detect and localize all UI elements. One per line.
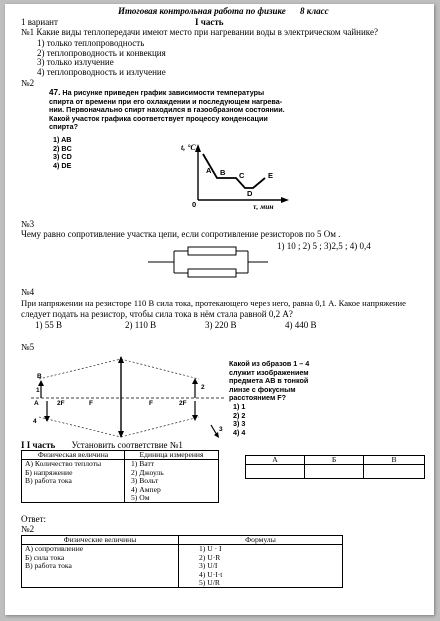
table1-right-cell: [125, 460, 219, 503]
matching-table-1: [21, 450, 219, 503]
focus-mark: F: [149, 400, 153, 407]
table2-header: Формулы: [179, 536, 343, 545]
object-top-label: B: [37, 373, 42, 380]
q2-option: 1) AB: [53, 135, 72, 144]
matching-table-2: [21, 535, 343, 588]
variant-label: 1 вариант: [21, 17, 58, 27]
graph-point-label: A: [206, 166, 212, 175]
graph-origin: 0: [192, 200, 197, 209]
q5-option: 1) 1: [233, 401, 246, 411]
q2-number: №2: [21, 78, 35, 88]
resistor-top: [188, 247, 236, 255]
q2-option: 4) DE: [53, 160, 72, 170]
q5-option: 2) 2: [233, 410, 246, 420]
part2-heading: I I часть: [21, 440, 56, 450]
table1-left-item: Б) напряжение: [25, 467, 73, 477]
q4-option: 2) 110 В: [125, 320, 157, 330]
table1-header: Единица измерения: [125, 451, 219, 460]
graph-point-label: D: [247, 189, 253, 198]
q1-option: 4) теплопроводность и излучение: [37, 66, 166, 77]
test-title: Итоговая контрольная работа по физике: [118, 6, 286, 16]
table1-left-item: А) Количество теплоты: [25, 459, 102, 469]
q3-question: Чему равно сопротивление участка цепи, если сопротивление резисторов по 5 Ом .: [21, 229, 341, 239]
object-bottom-label: A: [34, 400, 39, 407]
temperature-graph: [173, 140, 293, 210]
table1-left-item: В) работа тока: [25, 476, 72, 486]
table2-left-item: Б) сила тока: [25, 552, 65, 562]
image-label: 2: [201, 384, 205, 391]
graph-point-label: C: [239, 171, 245, 180]
answer-header: А: [246, 456, 305, 465]
answer-table: [245, 455, 425, 479]
q2-text-line: Какой участок графика соответствует процессу конденсации: [49, 113, 268, 123]
answer-cell[interactable]: [246, 465, 305, 479]
table2-right-item: 3) U/I: [199, 561, 218, 571]
q4-option: 3) 220 В: [205, 320, 237, 330]
q5-problem-text: [229, 360, 341, 437]
part2-heading-row: [21, 440, 183, 450]
answer-header: В: [364, 456, 425, 465]
q1-option: 2) теплопроводность и конвекция: [37, 47, 166, 58]
q1-option: 3) только излучение: [37, 57, 114, 68]
table1-right-item: 2) Джоуль: [131, 467, 164, 477]
graph-x-label: τ, мин: [253, 202, 274, 210]
q4-question-line: следует подать на резистор, чтобы сила тока в нём стала равной 0,2 А?: [21, 309, 293, 319]
q5-text-line: служит изображением: [229, 367, 309, 377]
q5-text-line: Какой из образов 1 – 4: [229, 359, 310, 368]
q1-option: 1) только теплопроводность: [37, 38, 145, 48]
q1-question: Какие виды теплопередачи имеют место при нагревании воды в электрическом чайнике?: [36, 27, 378, 37]
q2-option: 2) BC: [53, 143, 72, 153]
q1-options: [37, 38, 166, 76]
q1-number: №1: [21, 27, 35, 37]
answer-label: Ответ:: [21, 514, 47, 524]
table2-left-cell: [22, 545, 179, 588]
q2-text-line: нии. Первоначально спирт находился в газообразном состоянии.: [49, 105, 285, 115]
focus-mark: F: [89, 400, 93, 407]
q2-problem-text: [49, 89, 311, 132]
test-page: [5, 4, 434, 615]
q2-text-line: спирта от времени при его охлаждении и последующем нагрева-: [49, 96, 283, 106]
q2-problem-number: 47.: [49, 88, 61, 97]
table1-right-item: 3) Вольт: [131, 476, 159, 486]
q2-text-line: На рисунке приведен график зависимости температуры: [62, 88, 265, 97]
resistor-bottom: [188, 269, 236, 277]
table1-right-item: 4) Ампер: [131, 484, 161, 494]
table1-left-cell: [22, 460, 125, 503]
q4-question-line: При напряжении на резисторе 110 В сила тока, протекающего через него, равна 0,1 А. Какое напряжение: [21, 298, 406, 308]
q5-text-line: расстоянием F?: [229, 393, 287, 403]
part2-task: Установить соответствие №1: [71, 440, 183, 450]
q1-text: [21, 27, 378, 37]
q4-number: №4: [21, 287, 35, 297]
graph-point-label: B: [220, 168, 226, 177]
q5-option: 4) 4: [233, 427, 246, 437]
table2-right-item: 5) U/R: [199, 578, 220, 588]
graph-y-label: t, °C: [181, 143, 196, 152]
focus-mark: 2F: [179, 400, 187, 407]
focus-mark: 2F: [57, 400, 65, 407]
table2-right-cell: [179, 545, 343, 588]
q2-text-line: спирта?: [49, 122, 78, 132]
answer-cell[interactable]: [305, 465, 364, 479]
lens-diagram: [29, 355, 225, 439]
image-label: 1: [36, 387, 40, 394]
image-label: 3: [219, 426, 223, 433]
table2-left-item: В) работа тока: [25, 561, 72, 571]
table2-right-item: 2) U·R: [199, 552, 221, 562]
table1-right-item: 1) Ватт: [131, 459, 155, 469]
q5-option: 3) 3: [233, 419, 246, 429]
graph-curve: [203, 154, 265, 188]
graph-point-label: E: [268, 171, 274, 180]
q4-option: 4) 440 В: [285, 320, 317, 330]
q3-answers: 1) 10 ; 2) 5 ; 3)2,5 ; 4) 0,4: [277, 241, 371, 251]
q5-text-line: линзе с фокусным: [229, 384, 296, 394]
answer-cell[interactable]: [364, 465, 425, 479]
q3-number: №3: [21, 219, 35, 229]
table2-header: Физические величины: [22, 536, 179, 545]
grade-label: 8 класс: [300, 6, 329, 16]
table1-header: Физическая величина: [22, 451, 125, 460]
image-label: 4: [33, 418, 37, 425]
resistor-circuit: [148, 244, 268, 280]
q2-options: [53, 136, 93, 170]
q5-text-line: предмета AB в тонкой: [229, 376, 309, 386]
q4-option: 1) 55 В: [35, 320, 62, 330]
q5-number: №5: [21, 342, 35, 352]
part2-q2-number: №2: [21, 524, 35, 534]
table2-right-item: 4) U·I·t: [199, 569, 223, 579]
table2-left-item: А) сопротивление: [25, 544, 84, 554]
table2-right-item: 1) U · I: [199, 544, 222, 554]
q2-option: 3) CD: [53, 152, 72, 162]
answer-header: Б: [305, 456, 364, 465]
table1-right-item: 5) Ом: [131, 493, 150, 503]
part1-heading: I часть: [195, 17, 224, 27]
